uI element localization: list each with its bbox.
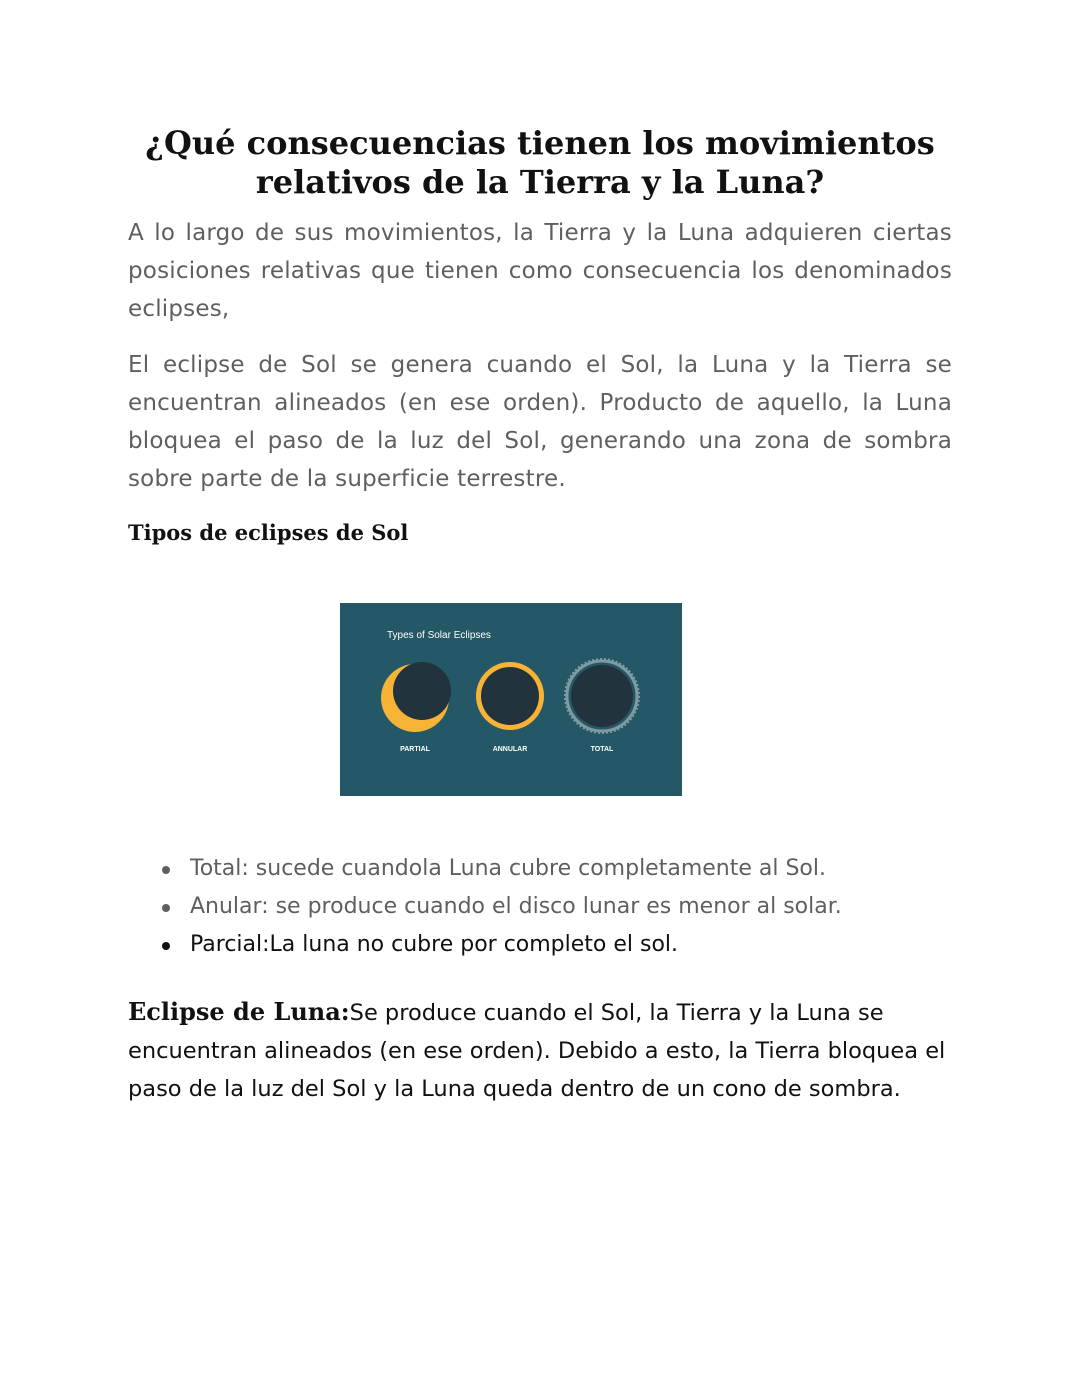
lunar-eclipse-lead: Eclipse de Luna: bbox=[128, 997, 350, 1026]
list-item-total bbox=[160, 850, 960, 888]
lunar-eclipse-paragraph bbox=[128, 993, 968, 1108]
list-item-partial bbox=[160, 926, 960, 964]
list-item-text: Anular: se produce cuando el disco lunar es menor al solar. bbox=[190, 894, 842, 919]
partial-label: PARTIAL bbox=[400, 746, 430, 753]
solar-eclipse-types-heading: Tipos de eclipses de Sol bbox=[128, 520, 409, 545]
eclipse-types-list bbox=[160, 850, 960, 964]
annular-label: ANNULAR bbox=[492, 746, 528, 753]
list-item-text: Total: sucede cuandola Luna cubre completamente al Sol. bbox=[190, 856, 827, 881]
annular-eclipse-icon bbox=[476, 662, 544, 730]
annular-moon-disc bbox=[481, 667, 539, 725]
list-item-text: Parcial:La luna no cubre por completo el sol. bbox=[190, 932, 679, 957]
total-moon-disc bbox=[571, 665, 633, 727]
bullet-icon bbox=[162, 904, 170, 912]
solar-eclipse-paragraph: El eclipse de Sol se genera cuando el Sol, la Luna y la Tierra se encuentran alineados (en ese orden). Producto de aquello, la Luna bloquea el paso de la luz del Sol, generando una zona de sombra sobre parte de la superficie terrestre. bbox=[128, 352, 952, 492]
eclipse-illustration bbox=[340, 603, 682, 796]
total-eclipse-icon bbox=[565, 659, 639, 733]
solar-eclipse-types-figure bbox=[340, 603, 682, 796]
partial-eclipse-icon bbox=[381, 662, 451, 732]
partial-moon-disc bbox=[393, 662, 451, 720]
figure-heading: Types of Solar Eclipses bbox=[387, 630, 491, 641]
list-item-annular bbox=[160, 888, 960, 926]
lunar-eclipse-text: Se produce cuando el Sol, la Tierra y la Luna se encuentran alineados (en ese orden). Debido a esto, la Tierra bloquea el paso de la luz del Sol y la Luna queda dentro de un cono de sombra. bbox=[128, 1000, 946, 1102]
intro-paragraph: A lo largo de sus movimientos, la Tierra y la Luna adquieren ciertas posiciones relativas que tienen como consecuencia los denominados eclipses, bbox=[128, 220, 952, 322]
page-title: ¿Qué consecuencias tienen los movimientos relativos de la Tierra y la Luna? bbox=[145, 124, 935, 201]
bullet-icon bbox=[162, 942, 170, 950]
total-label: TOTAL bbox=[590, 746, 614, 753]
bullet-icon bbox=[162, 866, 170, 874]
